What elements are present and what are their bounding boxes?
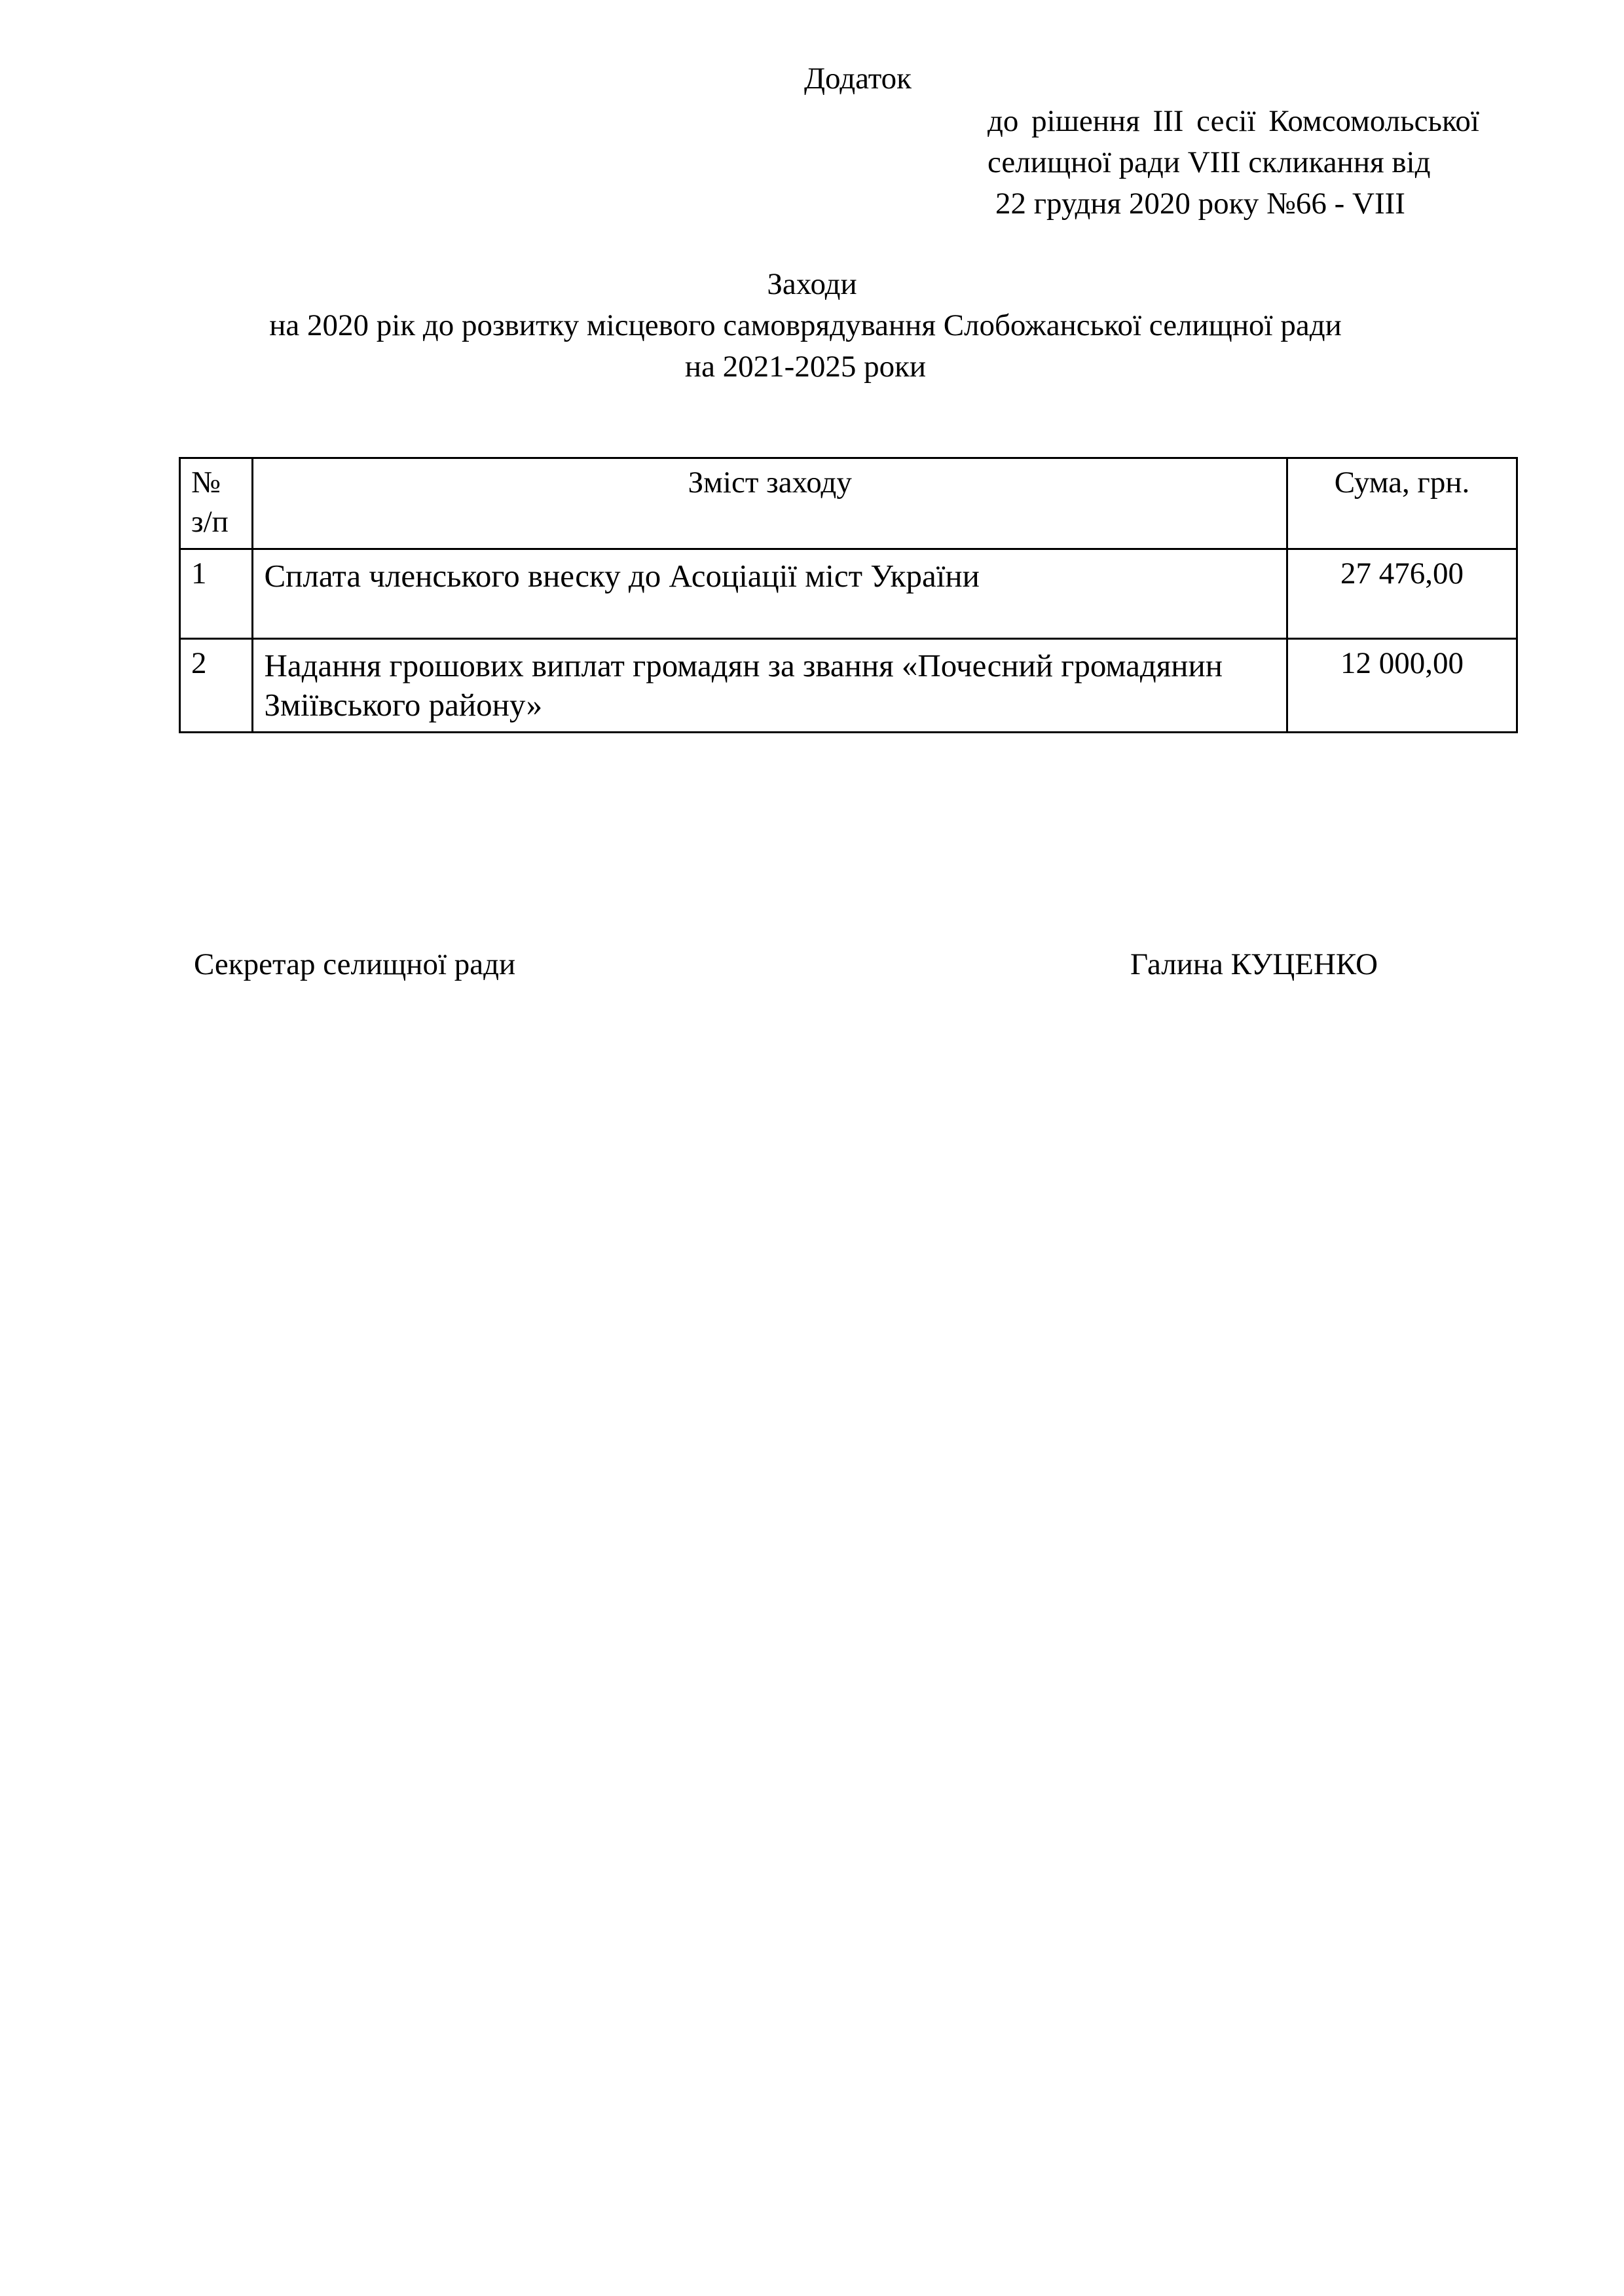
row-sum-cell: 12 000,00 bbox=[1287, 639, 1517, 733]
signature-name: Галина КУЦЕНКО bbox=[1130, 947, 1378, 981]
header-number-cell bbox=[180, 458, 253, 549]
document-title-line-1: Заходи bbox=[767, 267, 857, 301]
table-row bbox=[180, 639, 1517, 733]
table-row bbox=[180, 549, 1517, 639]
measures-table bbox=[179, 457, 1518, 733]
header-number-symbol: № bbox=[191, 465, 221, 500]
row-sum-cell: 27 476,00 bbox=[1287, 549, 1517, 639]
header-sum-cell: Сума, грн. bbox=[1287, 458, 1517, 549]
signature-position: Секретар селищної ради bbox=[194, 947, 516, 981]
appendix-title: Додаток bbox=[804, 62, 912, 96]
row-content-cell: Надання грошових виплат громадян за звання «Почесний громадянин Зміївського району» bbox=[253, 639, 1287, 733]
table-header-row bbox=[180, 458, 1517, 549]
row-number-cell: 2 bbox=[180, 639, 253, 733]
row-content-cell: Сплата членського внеску до Асоціації міст України bbox=[253, 549, 1287, 639]
header-content-cell: Зміст заходу bbox=[253, 458, 1287, 549]
decision-line-1: до рішення ІІІ сесії Комсомольської bbox=[987, 104, 1479, 138]
document-title-line-2: на 2020 рік до розвитку місцевого самоврядування Слобожанської селищної ради bbox=[269, 308, 1342, 342]
decision-line-2: селищної ради VIII скликання від bbox=[987, 145, 1431, 179]
row-number-cell: 1 bbox=[180, 549, 253, 639]
document-title-line-3: на 2021-2025 роки bbox=[684, 350, 927, 384]
decision-line-3: 22 грудня 2020 року №66 - VIII bbox=[995, 187, 1405, 221]
header-number-abbr: з/п bbox=[191, 505, 229, 539]
